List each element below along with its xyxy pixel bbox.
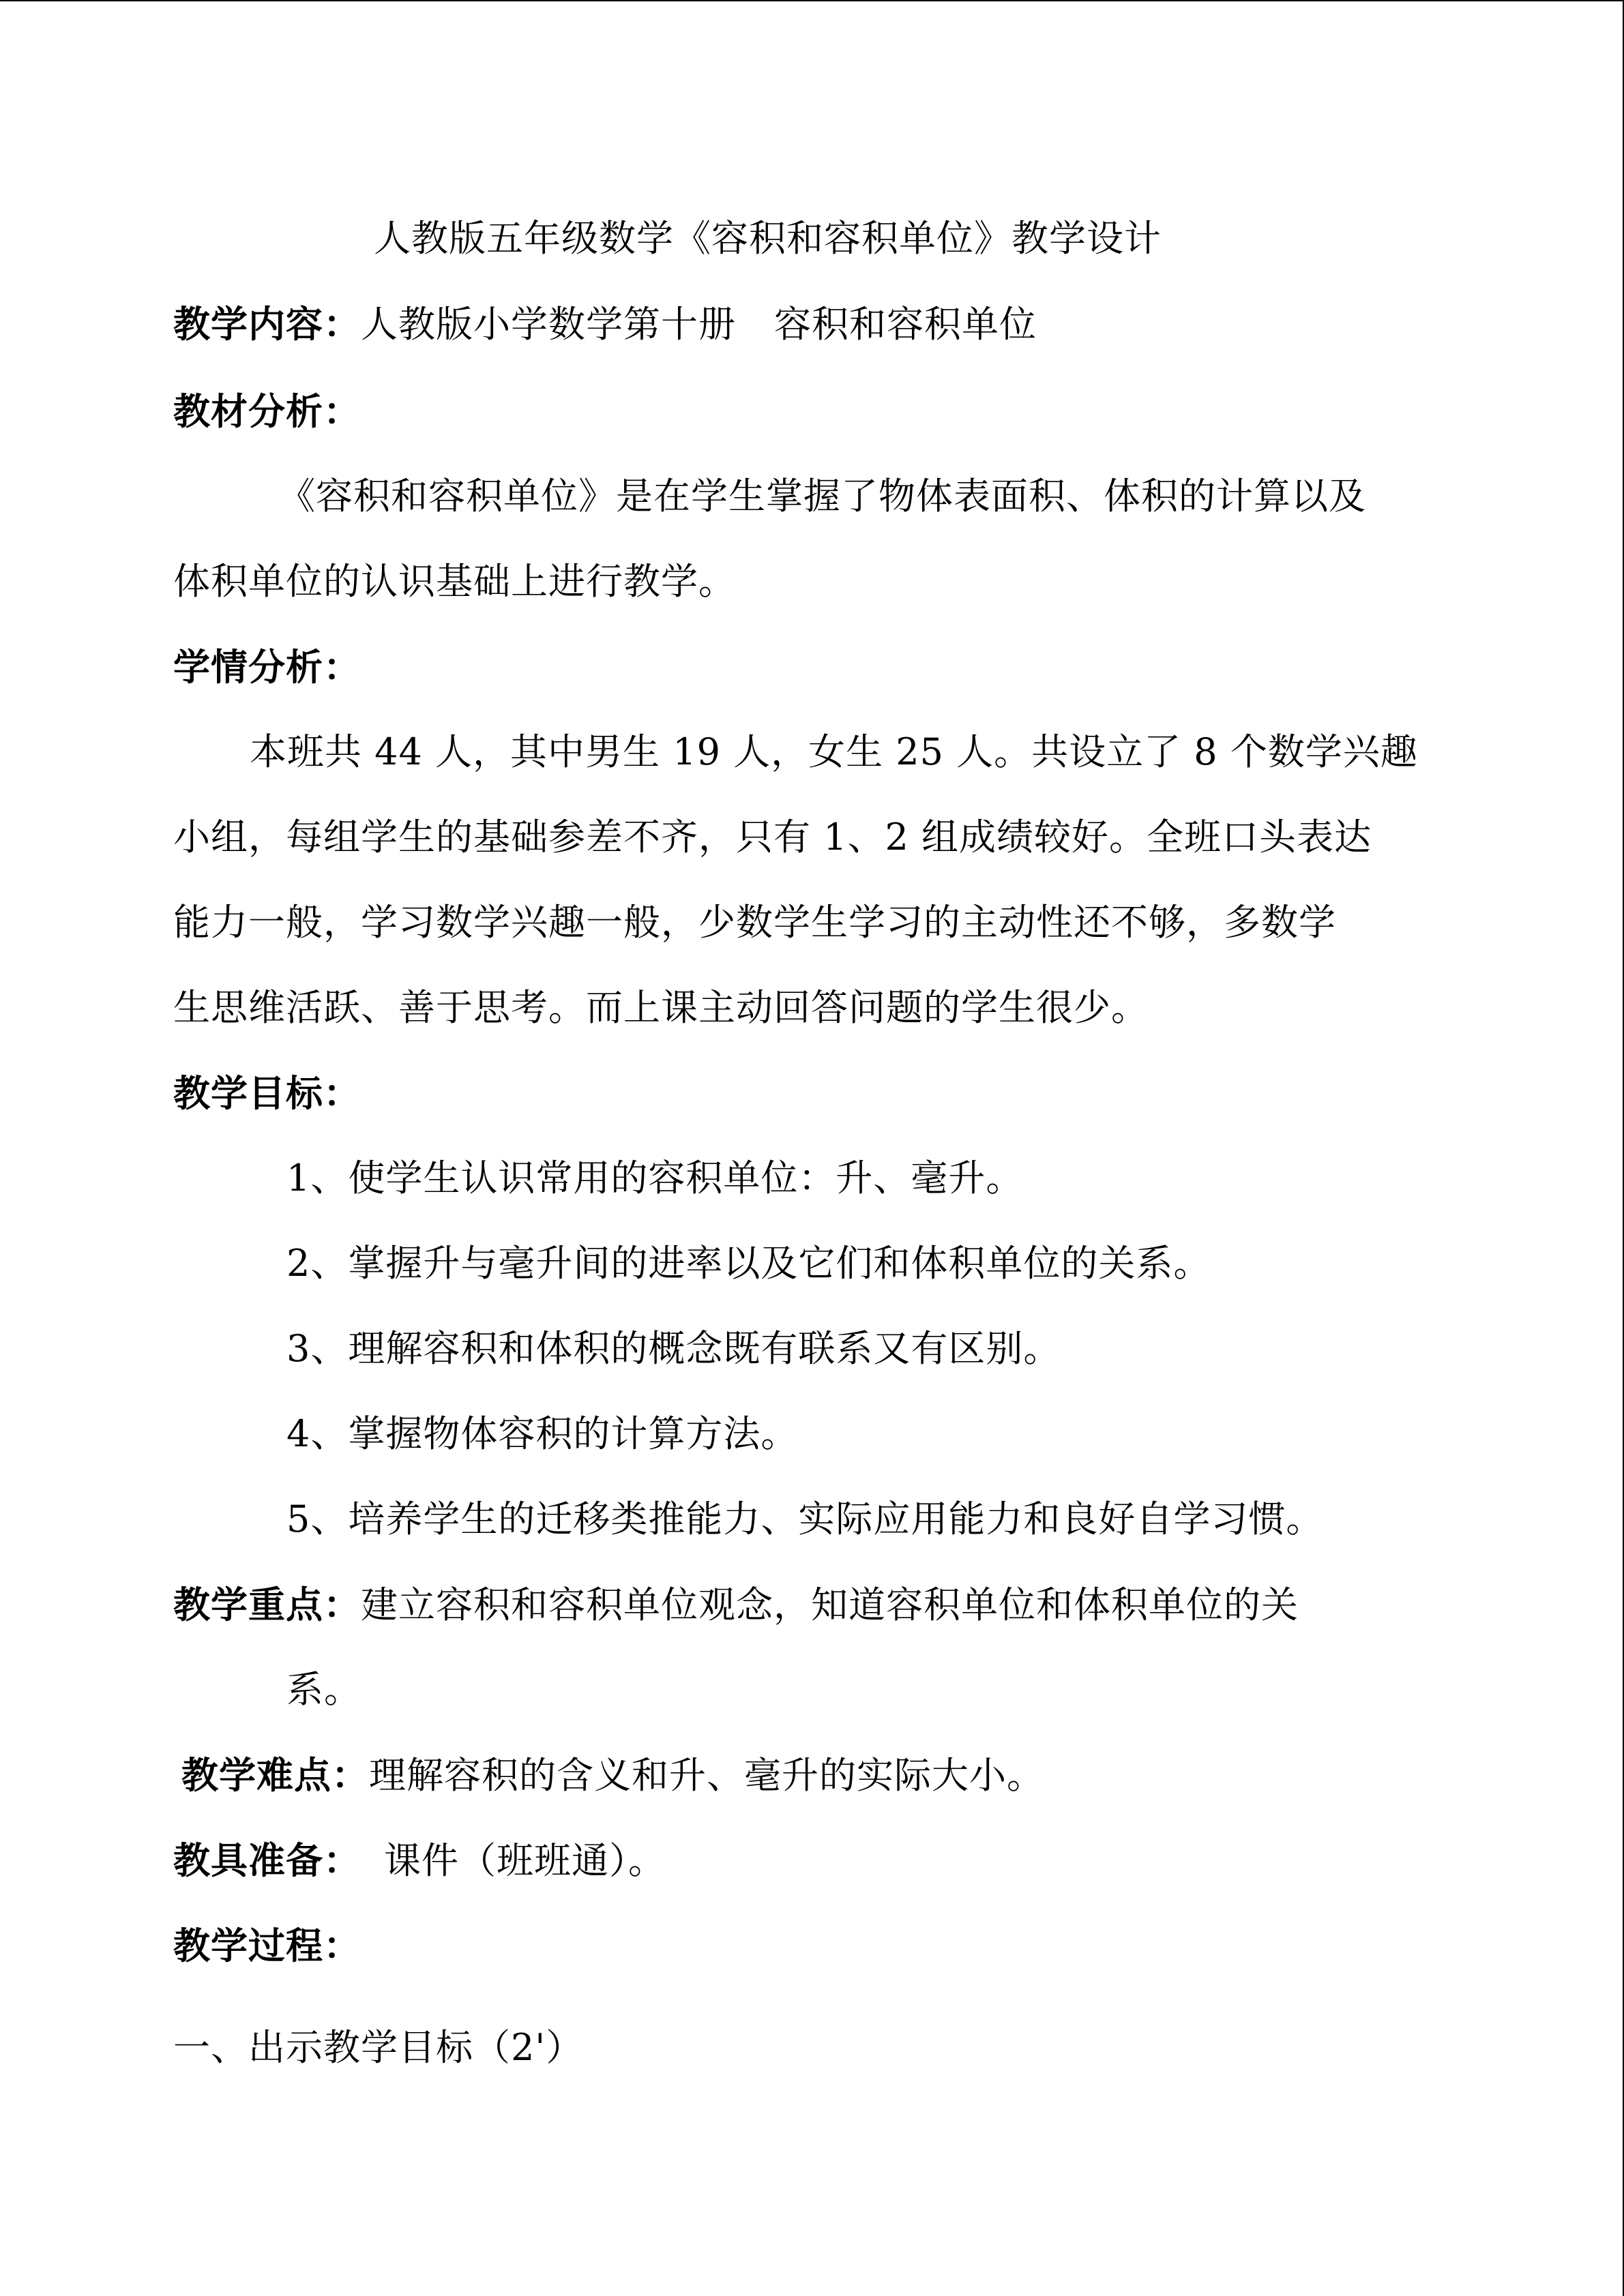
material-analysis-line-1: 《容积和容积单位》是在学生掌握了物体表面积、体积的计算以及 bbox=[278, 475, 1366, 518]
student-analysis-line-1: 本班共 44 人，其中男生 19 人，女生 25 人。共设立了 8 个数学兴趣 bbox=[250, 730, 1418, 773]
material-analysis-line-2: 体积单位的认识基础上进行教学。 bbox=[173, 560, 736, 603]
teaching-goal-item: 3、理解容积和体积的概念既有联系又有区别。 bbox=[286, 1327, 1061, 1370]
tools-value: 课件（班班通）。 bbox=[384, 1839, 666, 1882]
teaching-content-line bbox=[173, 302, 1037, 346]
student-analysis-line-2: 小组，每组学生的基础参差不齐，只有 1、2 组成绩较好。全班口头表达 bbox=[173, 816, 1372, 859]
student-analysis-line-3: 能力一般，学习数学兴趣一般，少数学生学习的主动性还不够，多数学 bbox=[173, 901, 1336, 944]
teaching-goals-label: 教学目标： bbox=[173, 1071, 361, 1115]
teaching-content-value: 人教版小学数学第十册 bbox=[361, 303, 736, 346]
teaching-goal-item: 1、使学生认识常用的容积单位：升、毫升。 bbox=[286, 1157, 1024, 1199]
teaching-process-label: 教学过程： bbox=[173, 1924, 361, 1967]
teaching-goal-item: 2、掌握升与毫升间的进率以及它们和体积单位的关系。 bbox=[286, 1242, 1211, 1285]
teaching-content-label: 教学内容： bbox=[173, 302, 361, 346]
process-step-1: 一、出示教学目标（2'） bbox=[173, 2026, 584, 2069]
difficulty-line bbox=[181, 1753, 1044, 1798]
tools-label: 教具准备： bbox=[173, 1838, 361, 1882]
student-analysis-line-4: 生思维活跃、善于思考。而上课主动回答问题的学生很少。 bbox=[173, 986, 1149, 1029]
key-points-continuation: 系。 bbox=[286, 1668, 361, 1711]
key-points-label: 教学重点： bbox=[173, 1583, 361, 1626]
student-analysis-label: 学情分析： bbox=[173, 645, 361, 689]
teaching-goal-item: 4、掌握物体容积的计算方法。 bbox=[286, 1412, 799, 1455]
tools-line bbox=[173, 1838, 666, 1883]
difficulty-label: 教学难点： bbox=[181, 1753, 369, 1797]
teaching-content-topic: 容积和容积单位 bbox=[774, 303, 1037, 346]
document-title: 人教版五年级数学《容积和容积单位》教学设计 bbox=[374, 217, 1162, 260]
difficulty-value: 理解容积的含义和升、毫升的实际大小。 bbox=[369, 1754, 1044, 1797]
material-analysis-label: 教材分析： bbox=[173, 389, 361, 433]
teaching-goal-item: 5、培养学生的迁移类推能力、实际应用能力和良好自学习惯。 bbox=[286, 1497, 1324, 1540]
key-points-line bbox=[173, 1583, 1299, 1627]
key-points-value: 建立容积和容积单位观念，知道容积单位和体积单位的关 bbox=[361, 1583, 1299, 1626]
